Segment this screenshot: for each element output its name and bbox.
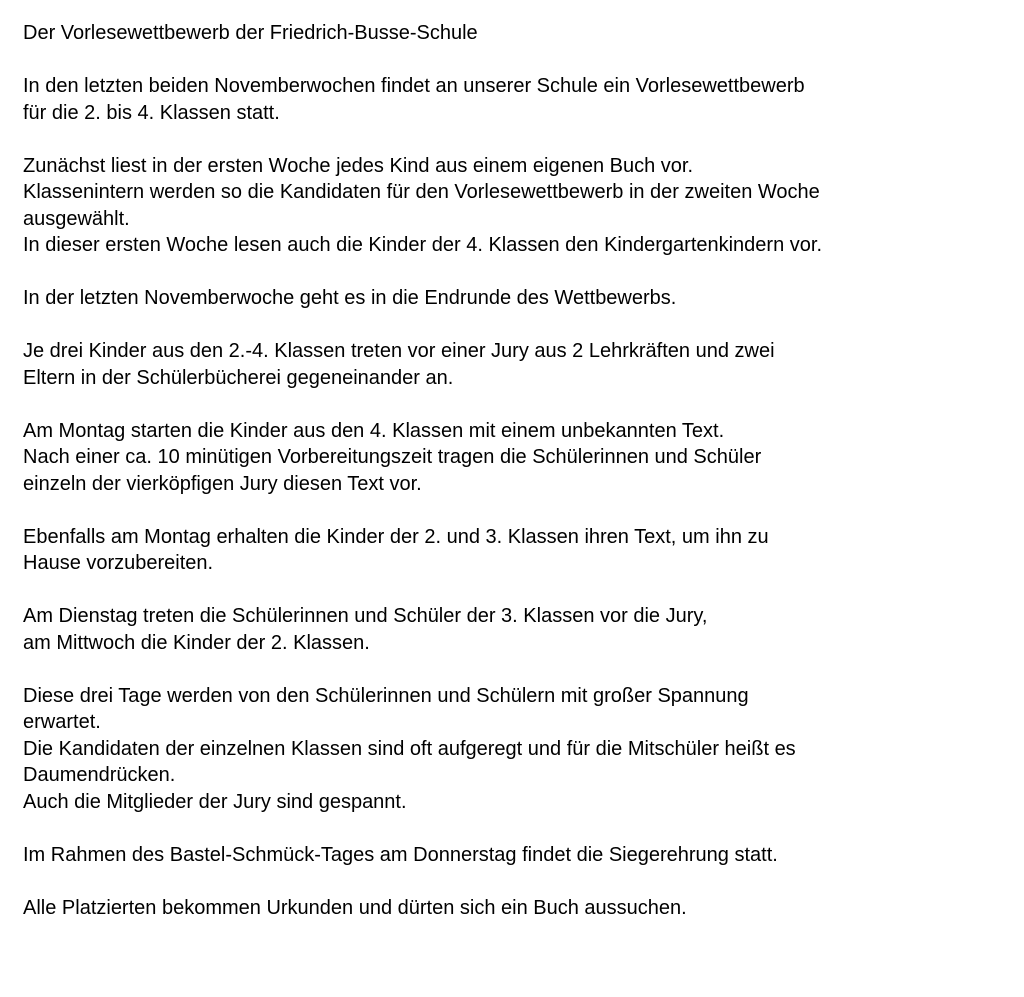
document-body	[23, 20, 1013, 921]
text-line: erwartet.	[23, 711, 101, 733]
paragraph-spacer	[23, 259, 1013, 286]
text-line: Auch die Mitglieder der Jury sind gespannt.	[23, 790, 407, 813]
text-line: für die 2. bis 4. Klassen statt.	[23, 101, 280, 124]
paragraph-2	[23, 153, 1013, 259]
paragraph-spacer	[23, 391, 1013, 418]
text-line: In der letzten Novemberwoche geht es in die Endrunde des Wettbewerbs.	[23, 287, 677, 309]
text-line: Alle Platzierten bekommen Urkunden und dürten sich ein Buch aussuchen.	[23, 896, 687, 919]
text-line: Je drei Kinder aus den 2.-4. Klassen treten vor einer Jury aus 2 Lehrkräften und zwei	[23, 340, 775, 362]
text-line: In den letzten beiden Novemberwochen findet an unserer Schule ein Vorlesewettbewerb	[23, 75, 805, 97]
text-line: Nach einer ca. 10 minütigen Vorbereitungszeit tragen die Schülerinnen und Schüler	[23, 446, 762, 468]
text-line: Am Montag starten die Kinder aus den 4. Klassen mit einem unbekannten Text.	[23, 419, 725, 442]
text-line: Hause vorzubereiten.	[23, 552, 214, 574]
text-line: Eltern in der Schülerbücherei gegeneinander an.	[23, 366, 454, 389]
paragraph-3	[23, 285, 1013, 312]
paragraph-7	[23, 603, 1013, 656]
paragraph-spacer	[23, 312, 1013, 339]
text-line: Zunächst liest in der ersten Woche jedes Kind aus einem eigenen Buch vor.	[23, 154, 694, 177]
paragraph-spacer	[23, 126, 1013, 153]
text-line: Diese drei Tage werden von den Schülerinnen und Schülern mit großer Spannung	[23, 684, 749, 707]
paragraph-5	[23, 418, 1013, 498]
text-line: am Mittwoch die Kinder der 2. Klassen.	[23, 631, 370, 654]
paragraph-10	[23, 895, 1013, 922]
text-line: einzeln der vierköpfigen Jury diesen Text vor.	[23, 472, 422, 495]
text-line: Ebenfalls am Montag erhalten die Kinder der 2. und 3. Klassen ihren Text, um ihn zu	[23, 525, 769, 548]
text-line: Im Rahmen des Bastel-Schmück-Tages am Donnerstag findet die Siegerehrung statt.	[23, 843, 778, 866]
paragraph-6	[23, 524, 1013, 577]
paragraph-spacer	[23, 815, 1013, 842]
text-line: Daumendrücken.	[23, 764, 176, 786]
paragraph-spacer	[23, 868, 1013, 895]
text-line: ausgewählt.	[23, 207, 130, 230]
paragraph-4	[23, 338, 1013, 391]
text-line: Klassenintern werden so die Kandidaten für den Vorlesewettbewerb in der zweiten Woche	[23, 181, 820, 203]
text-line: Am Dienstag treten die Schülerinnen und Schüler der 3. Klassen vor die Jury,	[23, 605, 708, 627]
paragraph-9	[23, 842, 1013, 869]
text-line: Die Kandidaten der einzelnen Klassen sind oft aufgeregt und für die Mitschüler heißt es	[23, 737, 796, 760]
paragraph-spacer	[23, 497, 1013, 524]
paragraph-spacer	[23, 656, 1013, 683]
paragraph-spacer	[23, 47, 1013, 74]
paragraph-8	[23, 683, 1013, 816]
text-line: In dieser ersten Woche lesen auch die Kinder der 4. Klassen den Kindergartenkindern vor.	[23, 234, 823, 256]
document-title: Der Vorlesewettbewerb der Friedrich-Busse-Schule	[23, 22, 478, 44]
paragraph-1	[23, 73, 1013, 126]
paragraph-spacer	[23, 577, 1013, 604]
